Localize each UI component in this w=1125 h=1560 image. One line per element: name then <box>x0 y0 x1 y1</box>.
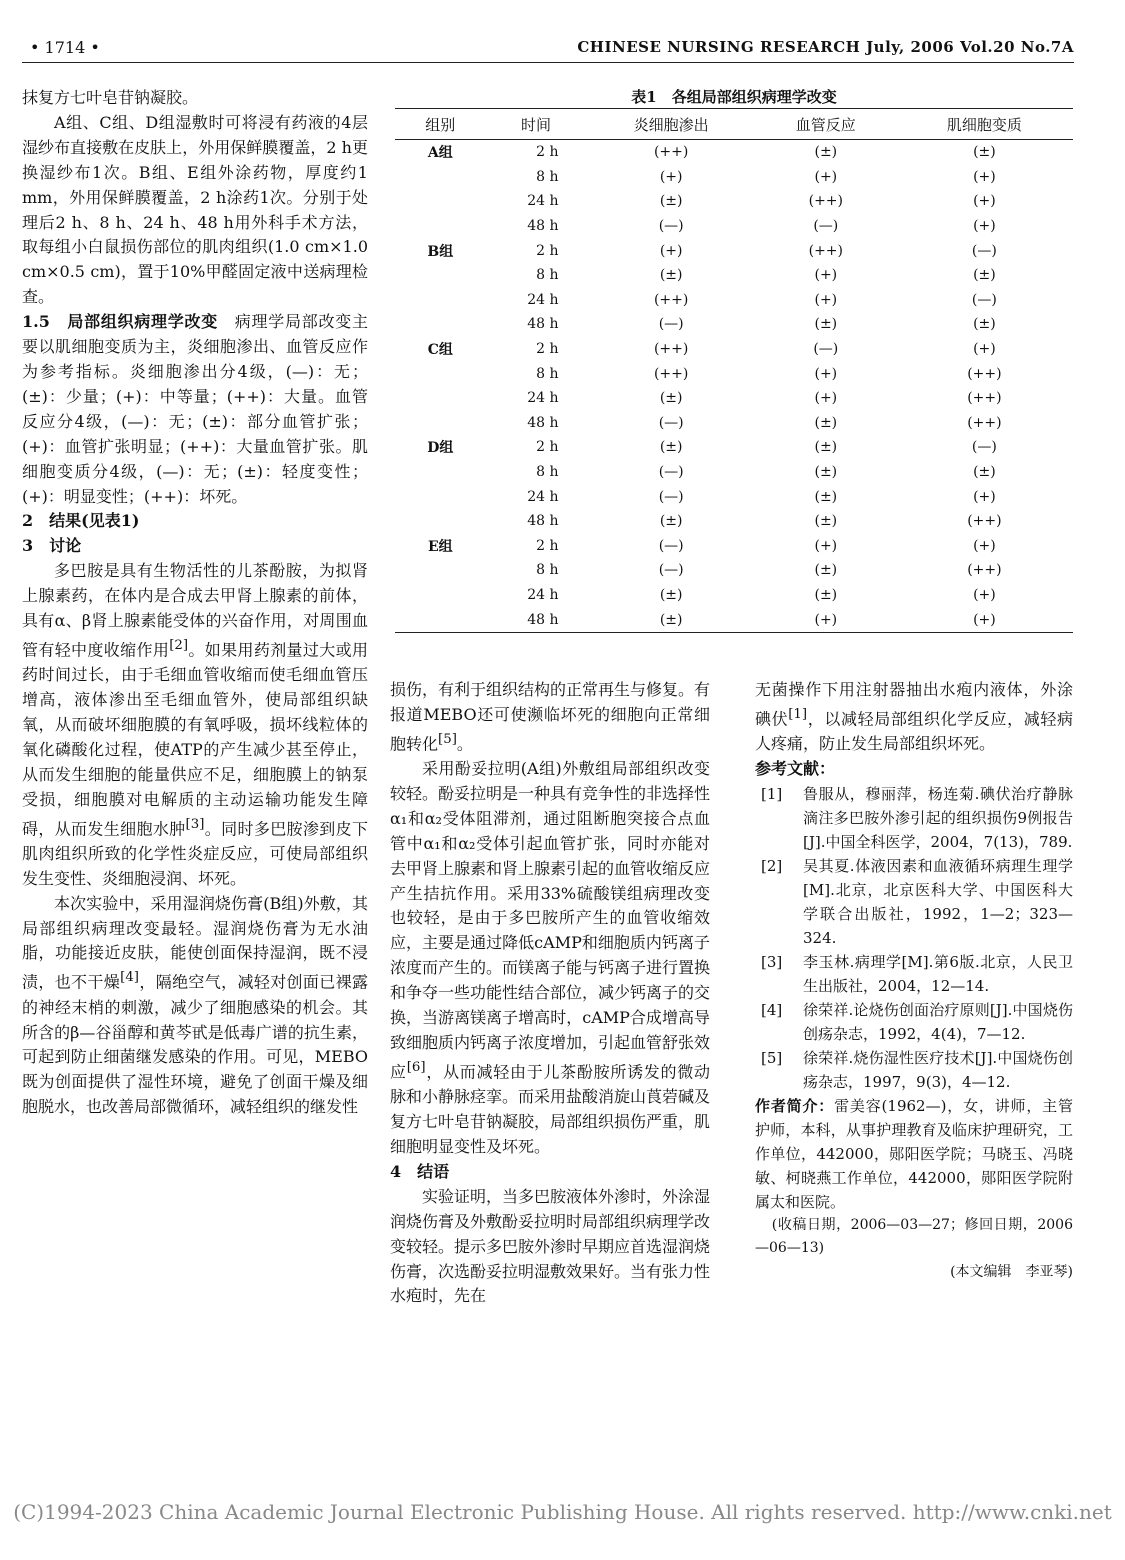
time-cell: 2 h <box>536 537 559 554</box>
time-cell: 8 h <box>536 365 559 382</box>
section-1-5 <box>22 310 368 509</box>
paragraph: 实验证明，当多巴胺液体外渗时，外涂湿润烧伤膏及外敷酚妥拉明时局部组织病理学改变较轻。提示多巴胺外渗时早期应首选湿润烧伤膏，次选酚妥拉明湿敷效果好。当有张力性水疱时，先在 <box>390 1186 711 1306</box>
section-text: 病理学局部改变主要以肌细胞变质为主，炎细胞渗出、血管反应作为参考指标。炎细胞渗出分4级，(—)：无；(±)：少量；(+)：中等量；(++)：大量。血管反应分4级，(—)：无；(±)：部分血管扩张；(+)：血管扩张明显；(++)：大量血管扩张。肌细胞变质分4级，(—)：无；(±)：轻度变性；(+)：明显变性；(++)：坏死。 <box>22 312 368 506</box>
citation: [4] <box>120 970 140 986</box>
table-row <box>395 361 1073 386</box>
time-cell: 2 h <box>536 144 559 161</box>
citation: [3] <box>185 816 205 832</box>
table-caption: 表1 各组局部组织病理学改变 <box>631 88 837 106</box>
group-cell <box>395 583 486 608</box>
author-label: 作者简介： <box>755 1096 835 1115</box>
value-cell: (—) <box>813 218 839 235</box>
time-cell: 24 h <box>527 586 559 603</box>
text: 采用酚妥拉明(A组)外敷组局部组织改变较轻。酚妥拉明是一种具有竞争性的非选择性α₁和α₂受体阻滞剂，通过阻断胞突接合点血管中α₁和α₂受体引起血管扩张，同时亦能对去甲肾上腺素和肾上腺素引起的血管收缩反应产生拮抗作用。采用33%硫酸镁组病理改变也较轻，是由于多巴胺所产生的血管收缩效应，主要是通过降低cAMP和细胞质内钙离子浓度而产生的。而镁离子能与钙离子进行置换和争夺一些功能性结合部位，减少钙离子的交换，当游离镁离子增高时，cAMP合成增高导致细胞质内钙离子浓度增加，引起血管舒张效应 <box>390 759 711 1082</box>
value-cell: (±) <box>973 267 996 284</box>
table-row <box>395 534 1073 559</box>
value-cell: (—) <box>813 341 839 358</box>
text: 。如果用药剂量过大或用药时间过长，由于毛细血管收缩而使毛细血管压增高，液体渗出至毛细血管外，使局部组织缺氧，从而破坏细胞膜的有氧呼吸，损坏线粒体的氧化磷酸化过程，使ATP的产生减少甚至停止，从而发生细胞的能量供应不足，细胞膜上的钠泵受损，细胞膜对电解质的主动运输功能发生障碍，从而发生细胞水肿 <box>22 640 368 838</box>
page-header <box>22 36 1074 62</box>
group-cell <box>395 214 486 239</box>
value-cell: (++) <box>653 341 689 358</box>
section-heading: 2 结果(见表1) <box>22 511 140 531</box>
value-cell: (+) <box>973 488 996 505</box>
value-cell: (—) <box>971 291 997 308</box>
group-cell <box>395 607 486 632</box>
reference-text: 徐荣祥.烧伤湿性医疗技术[J].中国烧伤创疡杂志，1997，9(3)，4—12. <box>803 1048 1073 1091</box>
table-row <box>395 140 1073 165</box>
reference-number: [1] <box>761 784 783 803</box>
table-row <box>395 312 1073 337</box>
text: 本次实验中，采用湿润烧伤膏(B组)外敷，其局部组织病理改变最轻。湿润烧伤膏为无水油脂，功能接近皮肤，能使创面保持湿润，既不浸渍，也不干燥 <box>22 893 368 992</box>
value-cell: (—) <box>658 488 684 505</box>
group-cell <box>395 460 486 485</box>
value-cell: (+) <box>973 341 996 358</box>
table-row <box>395 411 1073 436</box>
value-cell: (±) <box>659 586 683 603</box>
time-cell: 48 h <box>486 607 587 632</box>
value-cell: (+) <box>814 291 838 308</box>
time-cell: 8 h <box>536 464 559 481</box>
table-row <box>395 607 1073 632</box>
value-cell: (—) <box>971 439 997 456</box>
reference-number: [3] <box>761 952 783 971</box>
citation: [2] <box>169 637 189 653</box>
table-row <box>395 484 1073 509</box>
text: 。 <box>456 734 473 754</box>
value-cell: (±) <box>814 144 838 161</box>
value-cell: (±) <box>659 390 683 407</box>
group-cell <box>395 411 486 436</box>
value-cell: (—) <box>971 242 997 259</box>
value-cell: (++) <box>967 365 1002 382</box>
value-cell: (—) <box>658 562 684 579</box>
column-left <box>22 86 368 1120</box>
time-cell: 2 h <box>536 439 559 456</box>
time-cell: 24 h <box>527 488 559 505</box>
value-cell: (++) <box>653 365 689 382</box>
value-cell: (±) <box>814 439 838 456</box>
value-cell: (±) <box>814 464 838 481</box>
paragraph <box>22 559 368 891</box>
table-row <box>395 263 1073 288</box>
reference-text: 李玉林.病理学[M].第6版.北京，人民卫生出版社，2004，12—14. <box>803 952 1073 995</box>
group-cell <box>395 165 486 190</box>
reference-item <box>755 998 1073 1046</box>
group-cell <box>395 361 486 386</box>
value-cell: (++) <box>808 193 843 210</box>
time-cell: 8 h <box>536 562 559 579</box>
group-cell <box>395 263 486 288</box>
reference-number: [4] <box>761 1000 783 1019</box>
time-cell: 24 h <box>527 193 559 210</box>
header-inflammatory: 炎细胞渗出 <box>586 109 755 140</box>
value-cell: (++) <box>653 291 689 308</box>
table-row <box>395 435 1073 460</box>
value-cell: (+) <box>973 218 996 235</box>
reference-item <box>755 1046 1073 1094</box>
value-cell: (+) <box>814 267 838 284</box>
column-middle <box>390 678 710 1309</box>
paragraph <box>22 892 368 1120</box>
paragraph <box>755 678 1073 757</box>
reference-list <box>755 782 1073 1094</box>
time-cell: 48 h <box>527 218 559 235</box>
table-row <box>395 337 1073 362</box>
value-cell: (±) <box>814 414 838 431</box>
table-row <box>395 189 1073 214</box>
value-cell: (—) <box>658 316 684 333</box>
value-cell: (±) <box>659 439 683 456</box>
table-row <box>395 386 1073 411</box>
group-cell <box>395 288 486 313</box>
group-cell: C组 <box>427 342 453 359</box>
paragraph <box>390 757 710 1160</box>
value-cell: (±) <box>814 488 838 505</box>
table-row <box>395 214 1073 239</box>
value-cell: (+) <box>814 390 838 407</box>
paragraph: 抹复方七叶皂苷钠凝胶。 <box>22 88 199 107</box>
value-cell: (±) <box>659 193 683 210</box>
journal-name: CHINESE NURSING RESEARCH July, 2006 Vol.20 No.7A <box>577 38 1074 56</box>
value-cell: (+) <box>896 607 1073 632</box>
reference-text: 鲁服从，穆丽萍，杨连菊.碘伏治疗静脉滴注多巴胺外渗引起的组织损伤9例报告[J].中国全科医学，2004，7(13)，789. <box>803 784 1073 851</box>
header-rule <box>22 62 1074 63</box>
section-heading: 3 讨论 <box>22 536 82 556</box>
value-cell: (++) <box>967 390 1002 407</box>
time-cell: 2 h <box>536 242 559 259</box>
reference-text: 吴其夏.体液因素和血液循环病理生理学[M].北京，北京医科大学、中国医科大学联合出版社，1992，1—2；323—324. <box>803 856 1073 947</box>
value-cell: (—) <box>658 537 684 554</box>
table-row <box>395 460 1073 485</box>
table-1 <box>395 86 1073 633</box>
time-cell: 48 h <box>527 316 559 333</box>
paragraph <box>390 678 710 757</box>
text: ，隔绝空气，减轻对创面已裸露的神经末梢的刺激，减少了细胞感染的机会。其所含的β—谷甾醇和黄芩甙是低毒广谱的抗生素，可起到防止细菌继发感染的作用。可见，MEBO既为创面提供了湿性环境，避免了创面干燥及细胞脱水，也改善局部微循环，减轻组织的继发性 <box>22 972 368 1117</box>
value-cell: (—) <box>658 464 684 481</box>
table-row <box>395 509 1073 534</box>
table-row <box>395 583 1073 608</box>
pathology-table <box>395 108 1073 633</box>
header-vascular: 血管反应 <box>756 109 896 140</box>
header-myocyte: 肌细胞变质 <box>896 109 1073 140</box>
copyright-footer: (C)1994-2023 China Academic Journal Electronic Publishing House. All rights reserved. http://www.cnki.net <box>13 1500 1112 1524</box>
received-date: (收稿日期，2006—03—27；修回日期，2006—06—13) <box>755 1216 1073 1256</box>
value-cell: (+) <box>659 168 683 185</box>
value-cell: (±) <box>814 513 838 530</box>
value-cell: (+) <box>973 537 996 554</box>
section-heading: 1.5 局部组织病理学改变 <box>22 312 219 332</box>
value-cell: (+) <box>659 242 683 259</box>
value-cell: (—) <box>658 218 684 235</box>
value-cell: (±) <box>973 464 996 481</box>
value-cell: (+) <box>973 168 996 185</box>
time-cell: 24 h <box>527 390 559 407</box>
table-row <box>395 238 1073 263</box>
group-cell <box>395 386 486 411</box>
references-heading: 参考文献： <box>755 759 836 779</box>
time-cell: 2 h <box>536 341 559 358</box>
value-cell: (++) <box>808 242 843 259</box>
table-row <box>395 165 1073 190</box>
table-row <box>395 288 1073 313</box>
value-cell: (±) <box>814 586 838 603</box>
citation: [6] <box>406 1059 426 1075</box>
group-cell: A组 <box>427 145 453 162</box>
text: 。同时多巴胺渗到皮下肌肉组织所致的化学性炎症反应，可使局部组织发生变性、炎细胞浸润、坏死。 <box>22 818 368 888</box>
time-cell: 8 h <box>536 168 559 185</box>
time-cell: 8 h <box>536 267 559 284</box>
value-cell: (±) <box>659 267 683 284</box>
reference-item <box>755 782 1073 854</box>
group-cell <box>395 558 486 583</box>
reference-item <box>755 950 1073 998</box>
value-cell: (+) <box>973 586 996 603</box>
value-cell: (++) <box>653 144 689 161</box>
author-bio <box>755 1094 1073 1214</box>
value-cell: (±) <box>973 144 996 161</box>
value-cell: (+) <box>814 365 838 382</box>
group-cell <box>395 509 486 534</box>
group-cell <box>395 484 486 509</box>
group-cell: D组 <box>427 440 454 457</box>
citation: [1] <box>788 706 808 722</box>
value-cell: (±) <box>814 316 838 333</box>
text: 无菌操作下用注射器抽出水疱内液体，外涂碘伏 <box>755 680 1073 729</box>
group-cell: B组 <box>427 243 454 260</box>
time-cell: 48 h <box>527 414 559 431</box>
text: ，以减轻局部组织化学反应，减轻病人疼痛，防止发生局部组织坏死。 <box>755 709 1073 754</box>
table-header-row <box>395 109 1073 140</box>
value-cell: (+) <box>814 537 838 554</box>
value-cell: (—) <box>658 414 684 431</box>
time-cell: 48 h <box>527 513 559 530</box>
group-cell: E组 <box>427 538 453 555</box>
table-row <box>395 558 1073 583</box>
value-cell: (±) <box>586 607 755 632</box>
page-number: • 1714 • <box>30 38 100 57</box>
section-heading: 4 结语 <box>390 1161 450 1181</box>
text: 损伤，有利于组织结构的正常再生与修复。有报道MEBO还可使濒临坏死的细胞向正常细胞转化 <box>390 680 711 754</box>
time-cell: 24 h <box>527 291 559 308</box>
value-cell: (±) <box>659 513 683 530</box>
column-right <box>755 678 1073 1285</box>
reference-number: [5] <box>761 1048 783 1067</box>
citation: [5] <box>438 731 457 747</box>
header-group: 组别 <box>395 109 486 140</box>
value-cell: (±) <box>973 316 996 333</box>
editor-note: (本文编辑 李亚琴) <box>950 1263 1073 1280</box>
value-cell: (+) <box>814 168 838 185</box>
value-cell: (+) <box>973 193 996 210</box>
value-cell: (+) <box>756 607 896 632</box>
text: 多巴胺是具有生物活性的儿茶酚胺，为拟肾上腺素药，在体内是合成去甲肾上腺素的前体，具有α、β肾上腺素能受体的兴奋作用，对周围血管有轻中度收缩作用 <box>22 561 368 660</box>
reference-number: [2] <box>761 856 783 875</box>
header-time: 时间 <box>486 109 587 140</box>
value-cell: (++) <box>967 513 1002 530</box>
text: ，从而减轻由于儿茶酚胺所诱发的微动脉和小静脉痉挛。而采用盐酸消旋山莨菪碱及复方七叶皂苷钠凝胶，局部组织损伤严重，肌细胞明显变性及坏死。 <box>390 1062 711 1156</box>
value-cell: (±) <box>814 562 838 579</box>
reference-item <box>755 854 1073 950</box>
value-cell: (++) <box>967 562 1002 579</box>
group-cell <box>395 189 486 214</box>
reference-text: 徐荣祥.论烧伤创面治疗原则[J].中国烧伤创疡杂志，1992，4(4)，7—12. <box>803 1000 1073 1043</box>
author-text: 雷美容(1962—)，女，讲师，主管护师，本科，从事护理教育及临床护理研究，工作单位，442000，郧阳医学院；马晓玉、冯晓敏、柯晓燕工作单位，442000，郧阳医学院附属太和医院。 <box>755 1096 1073 1211</box>
group-cell <box>395 312 486 337</box>
paragraph: A组、C组、D组湿敷时可将浸有药液的4层湿纱布直接敷在皮肤上，外用保鲜膜覆盖，2 h更换湿纱布1次。B组、E组外涂药物，厚度约1 mm，外用保鲜膜覆盖，2 h涂药1次。分别于处理后2 h、8 h、24 h、48 h用外科手术方法，取每组小白鼠损伤部位的肌肉组织(1.0 cm×1.0 cm×0.5 cm)，置于10%甲醛固定液中送病理检查。 <box>22 112 368 307</box>
value-cell: (++) <box>967 414 1002 431</box>
